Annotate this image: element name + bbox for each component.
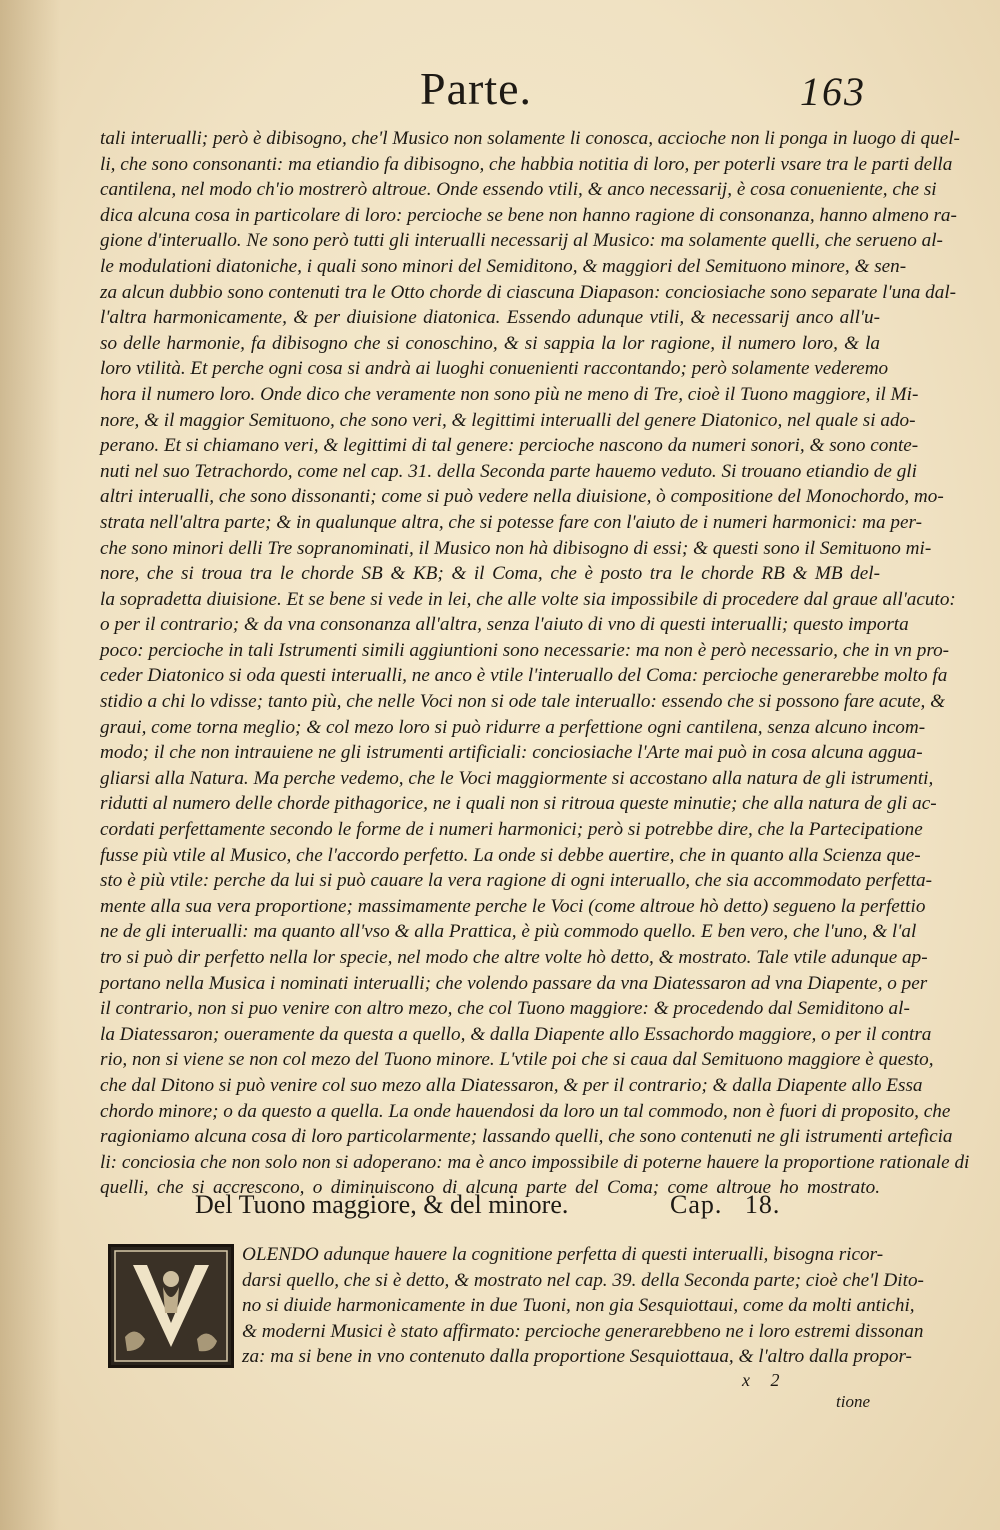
text-line: che dal Ditono si può venire col suo mezo alla Diatessaron, & per il contrario; & dalla Diapente allo Essa xyxy=(100,1074,923,1096)
text-line: ridutti al numero delle chorde pithagorice, ne i quali non si ritroua queste minutie; che alla natura de gli ac- xyxy=(100,793,937,815)
text-line: tali interualli; però è dibisogno, che'l Musico non solamente li conosca, accioche non li ponga in luogo di quel- xyxy=(100,128,960,149)
running-head: Parte. xyxy=(420,63,533,114)
text-line: chordo minore; o da questo a quella. La onde hauendosi da loro un tal commodo, non è fuori di proposito, che xyxy=(100,1100,951,1122)
text-line: il contrario, non si puo venire con altro mezo, che col Tuono maggiore: & procedendo dal Semiditono al- xyxy=(100,998,910,1020)
text-line: altri interualli, che sono dissonanti; come si può vedere nella diuisione, ò compositione del Monochordo, mo- xyxy=(100,486,944,508)
text-line: graui, come torna meglio; & col mezo loro si può ridurre a perfettione ogni cantilena, senza alcuno incom- xyxy=(100,716,926,738)
text-line: & moderni Musici è stato affirmato: percioche generarebbeno ne i loro estremi dissonan xyxy=(242,1320,924,1342)
main-text-block xyxy=(100,126,970,1201)
text-line: gliarsi alla Natura. Ma perche vedemo, che le Voci maggiormente si accostano alla natura de gli istrumenti, xyxy=(100,767,934,789)
text-line: strata nell'altra parte; & in qualunque altra, che si potesse fare con l'aiuto de i numeri harmonici: ma per- xyxy=(100,511,922,533)
text-line: ne de gli interualli: ma quanto all'vso & alla Prattica, è più commodo quello. E ben vero, che l'uno, & l'al xyxy=(100,921,917,943)
woodcut-initial-V-icon xyxy=(108,1244,234,1368)
text-line: hora il numero loro. Onde dico che veramente non sono più ne meno di Tre, cioè il Tuono maggiore, il Mi- xyxy=(100,383,919,405)
text-line: no si diuide harmonicamente in due Tuoni, non gia Sesquiottaui, come da molti antichi, xyxy=(242,1295,915,1317)
text-line: so delle harmonie, fa dibisogno che si conoschino, & si sappia la lor ragione, il numero loro, & la xyxy=(100,332,880,354)
text-line: portano nella Musica i nominati interualli; che volendo passare da vna Diatessaron ad vna Diapente, o per xyxy=(100,972,928,994)
text-line: fusse più vtile al Musico, che l'accordo perfetto. La onde si debbe auertire, che in quanto alla Scienza que- xyxy=(100,844,921,866)
text-line: li, che sono consonanti: ma etiandio fa dibisogno, che habbia notitia di loro, per poterli vsare tra le parti della xyxy=(100,153,953,175)
text-line: la sopradetta diuisione. Et se bene si vede in lei, che alle volte sia impossibile di procedere dal graue all'acuto: xyxy=(100,588,956,610)
text-line: ragioniamo alcuna cosa di loro particolarmente; lassando quelli, che sono contenuti ne gli istrumenti artefìcia xyxy=(100,1126,953,1148)
text-line: la Diatessaron; oueramente da questa a quello, & dalla Diapente allo Essachordo maggiore, o per il contra xyxy=(100,1023,932,1045)
text-line: o per il contrario; & da vna consonanza all'altra, senza l'aiuto di vno di questi interualli; questo importa xyxy=(100,614,909,636)
gutter-shadow xyxy=(0,0,60,1530)
text-line: perano. Et si chiamano veri, & legittimi di tal genere: percioche nascono da numeri sonori, & sono conte- xyxy=(100,435,919,457)
text-line: cantilena, nel modo ch'io mostrerò altroue. Onde essendo vtili, & anco necessarij, è cosa conueniente, che si xyxy=(100,179,937,201)
text-line: li: conciosia che non solo non si adoperano: ma è anco impossibile di poterne hauere la proportione rationale di xyxy=(100,1151,970,1173)
folio-number: 163 xyxy=(800,69,866,114)
text-line: OLENDO adunque hauere la cognitione perfetta di questi interualli, bisogna ricor- xyxy=(242,1244,884,1265)
text-line: tro si può dir perfetto nella lor specie, nel modo che altre volte hò detto, & mostrato. Tale vtile adunque ap- xyxy=(100,947,928,968)
text-line: poco: percioche in tali Istrumenti simili aggiuntioni sono necessarie: ma non è però necessario, che in vn pro- xyxy=(100,639,950,661)
catchword: tione xyxy=(836,1392,870,1411)
text-line: sto è più vtile: perche da lui si può cauare la vera ragione di ogni interuallo, che sia accommodato perfetta- xyxy=(100,870,933,892)
text-line: mente alla sua vera proportione; massimamente perche le Voci (come altroue hò detto) segueno la perfettio xyxy=(100,895,926,917)
text-line: le modulationi diatoniche, i quali sono minori del Semiditono, & maggiori del Semituono minore, & sen- xyxy=(100,255,907,277)
chapter-title: Del Tuono maggiore, & del minore. xyxy=(195,1190,569,1219)
chapter-number: Cap. 18. xyxy=(670,1190,781,1219)
chapter-opening-paragraph xyxy=(242,1242,924,1370)
text-line: modo; il che non intrauiene ne gli istrumenti artificiali: conciosiache l'Arte mai può in cosa alcuna aggua- xyxy=(100,742,923,764)
signature-mark: x 2 xyxy=(742,1370,788,1390)
chapter-heading xyxy=(100,1190,880,1226)
text-line: quelli, che si accrescono, o diminuiscono di alcuna parte del Coma; come altroue ho mostrato. xyxy=(100,1177,880,1199)
text-line: nuti nel suo Tetrachordo, come nel cap. 31. della Seconda parte hauemo veduto. Si trouano etiandio de gli xyxy=(100,460,917,482)
text-line: l'altra harmonicamente, & per diuisione diatonica. Essendo adunque vtili, & necessarij anco all'u- xyxy=(100,307,880,329)
text-line: dica alcuna cosa in particolare di loro: percioche se bene non hanno ragione di consonanza, hanno almeno ra- xyxy=(100,204,957,226)
text-line: za alcun dubbio sono contenuti tra le Otto chorde di ciascuna Diapason: conciosiache sono separate l'una dal- xyxy=(100,281,957,303)
text-line: cordati perfettamente secondo le forme de i numeri harmonici; però si potrebbe dire, che la Partecipatione xyxy=(100,819,923,841)
text-line: darsi quello, che si è detto, & mostrato nel cap. 39. della Seconda parte; cioè che'l Dito- xyxy=(242,1269,924,1291)
text-line: nore, che si troua tra le chorde SB & KB; & il Coma, che è posto tra le chorde RB & MB del- xyxy=(100,563,880,585)
text-line: za: ma si bene in vno contenuto dalla proportione Sesquiottaua, & l'altro dalla propor- xyxy=(242,1346,912,1368)
text-line: nore, & il maggior Semituono, che sono veri, & legittimi interualli del genere Diatonico, nel quale si ado- xyxy=(100,409,916,431)
page-header xyxy=(0,62,1000,122)
text-line: che sono minori delli Tre sopranominati, il Musico non hà dibisogno di essi; & questi sono il Semituono mi- xyxy=(100,537,932,559)
text-line: gione d'interuallo. Ne sono però tutti gli interualli necessarij al Musico: ma solamente quelli, che serueno al- xyxy=(100,230,943,252)
text-line: rio, non si viene se non col mezo del Tuono minore. L'vtile poi che si caua dal Semituono maggiore è questo, xyxy=(100,1049,934,1071)
text-line: stidio a chi lo vdisse; tanto più, che nelle Voci non si ode tale interuallo: essendo che si possono fare acute, & xyxy=(100,691,945,713)
text-line: loro vtilità. Et perche ogni cosa si andrà ai luoghi conuenienti raccontando; però solamente vederemo xyxy=(100,358,889,380)
text-line: ceder Diatonico si oda questi interualli, ne anco è vtile l'interuallo del Coma: percioche generarebbe molto fa xyxy=(100,665,948,687)
